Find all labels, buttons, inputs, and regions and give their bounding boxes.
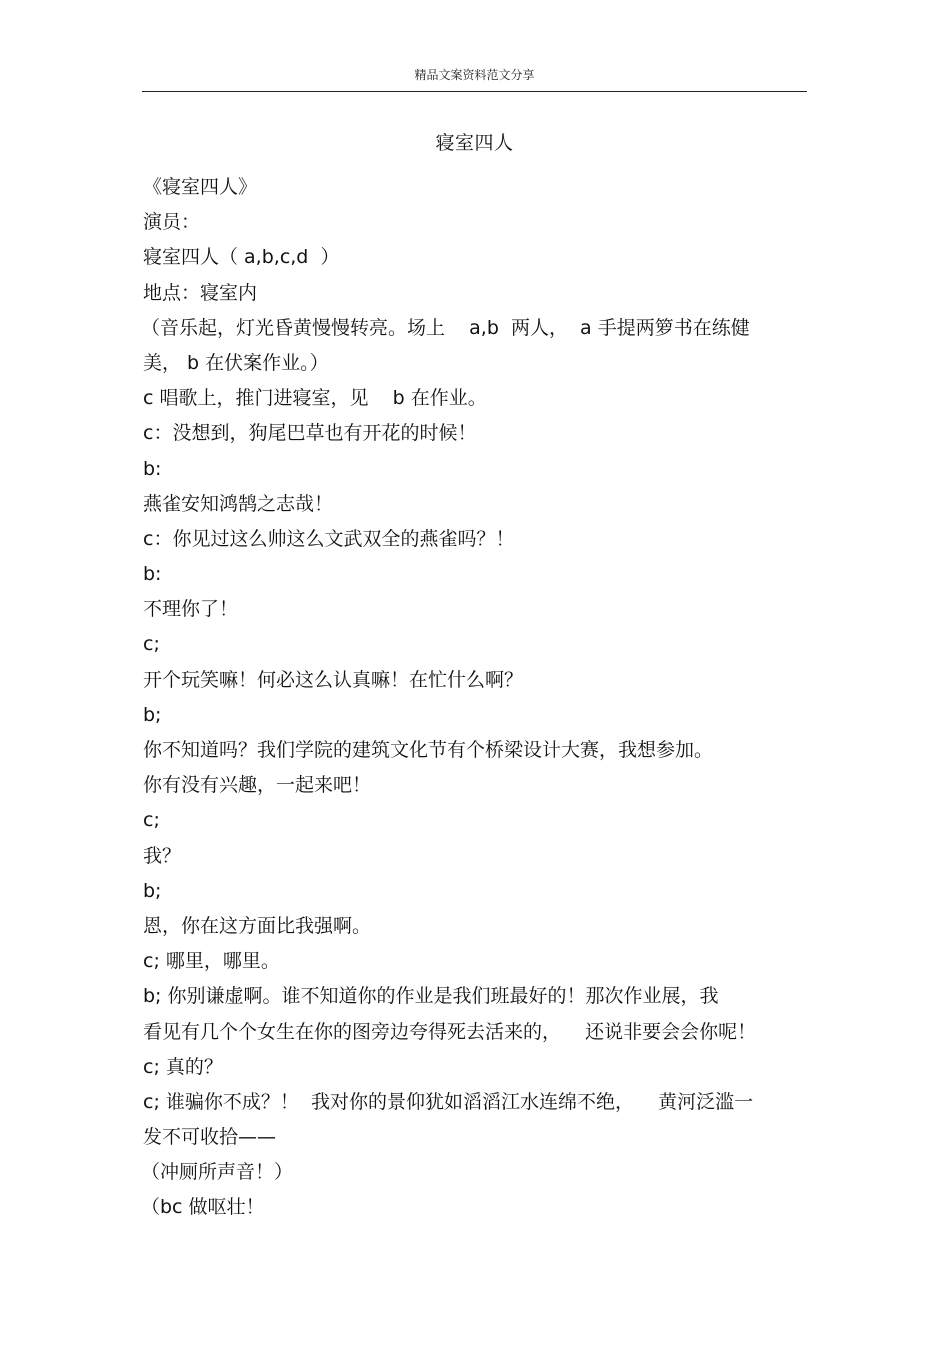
script-line: c; 谁骗你不成？！ 我对你的景仰犹如滔滔江水连绵不绝， 黄河泛滥一: [143, 1090, 754, 1113]
script-line: 不理你了！: [143, 598, 239, 621]
script-line: 你有没有兴趣，一起来吧！: [143, 774, 372, 797]
script-line: （音乐起，灯光昏黄慢慢转亮。场上 a,b 两人， a 手提两箩书在练健: [141, 316, 750, 339]
page-header: 精品文案资料范文分享: [414, 68, 535, 82]
script-line: b;: [143, 703, 162, 726]
script-line: b:: [143, 457, 162, 480]
script-line: b; 你别谦虚啊。谁不知道你的作业是我们班最好的！那次作业展，我: [143, 985, 719, 1008]
script-line: b:: [143, 563, 162, 586]
script-line: c：你见过这么帅这么文武双全的燕雀吗？！: [143, 527, 515, 550]
script-line: （bc 做呕壮！: [141, 1196, 265, 1219]
script-line: 你不知道吗？我们学院的建筑文化节有个桥梁设计大赛，我想参加。: [143, 739, 714, 761]
script-line: 美， b 在伏案作业。）: [143, 351, 329, 374]
script-line: 演员：: [143, 211, 201, 234]
script-line: 开个玩笑嘛！何必这么认真嘛！在忙什么啊？: [143, 668, 524, 691]
document-title: 寝室四人: [435, 132, 514, 154]
script-line: 燕雀安知鸿鹄之志哉！: [143, 492, 334, 515]
script-line: 地点：寝室内: [143, 281, 258, 304]
script-line: c：没想到，狗尾巴草也有开花的时候！: [143, 422, 477, 445]
script-body: [143, 170, 807, 1226]
script-line: c;: [143, 809, 160, 832]
script-line: 恩，你在这方面比我强啊。: [143, 914, 372, 937]
script-line: c 唱歌上，推门进寝室，见 b 在作业。: [143, 387, 487, 410]
script-line: c; 真的？: [143, 1055, 223, 1078]
header-divider: [142, 91, 807, 92]
script-line: 我？: [143, 844, 182, 867]
script-line: b;: [143, 879, 162, 902]
script-line: 看见有几个个女生在你的图旁边夸得死去活来的， 还说非要会会你呢！: [143, 1020, 757, 1043]
script-line: 《寝室四人》: [143, 176, 258, 198]
script-line: c;: [143, 633, 160, 656]
script-line: c; 哪里，哪里。: [143, 950, 280, 973]
script-line: （冲厕所声音！）: [141, 1161, 294, 1184]
script-line: 寝室四人（ a,b,c,d ）: [143, 246, 340, 269]
script-line: 发不可收拾——: [143, 1126, 277, 1149]
